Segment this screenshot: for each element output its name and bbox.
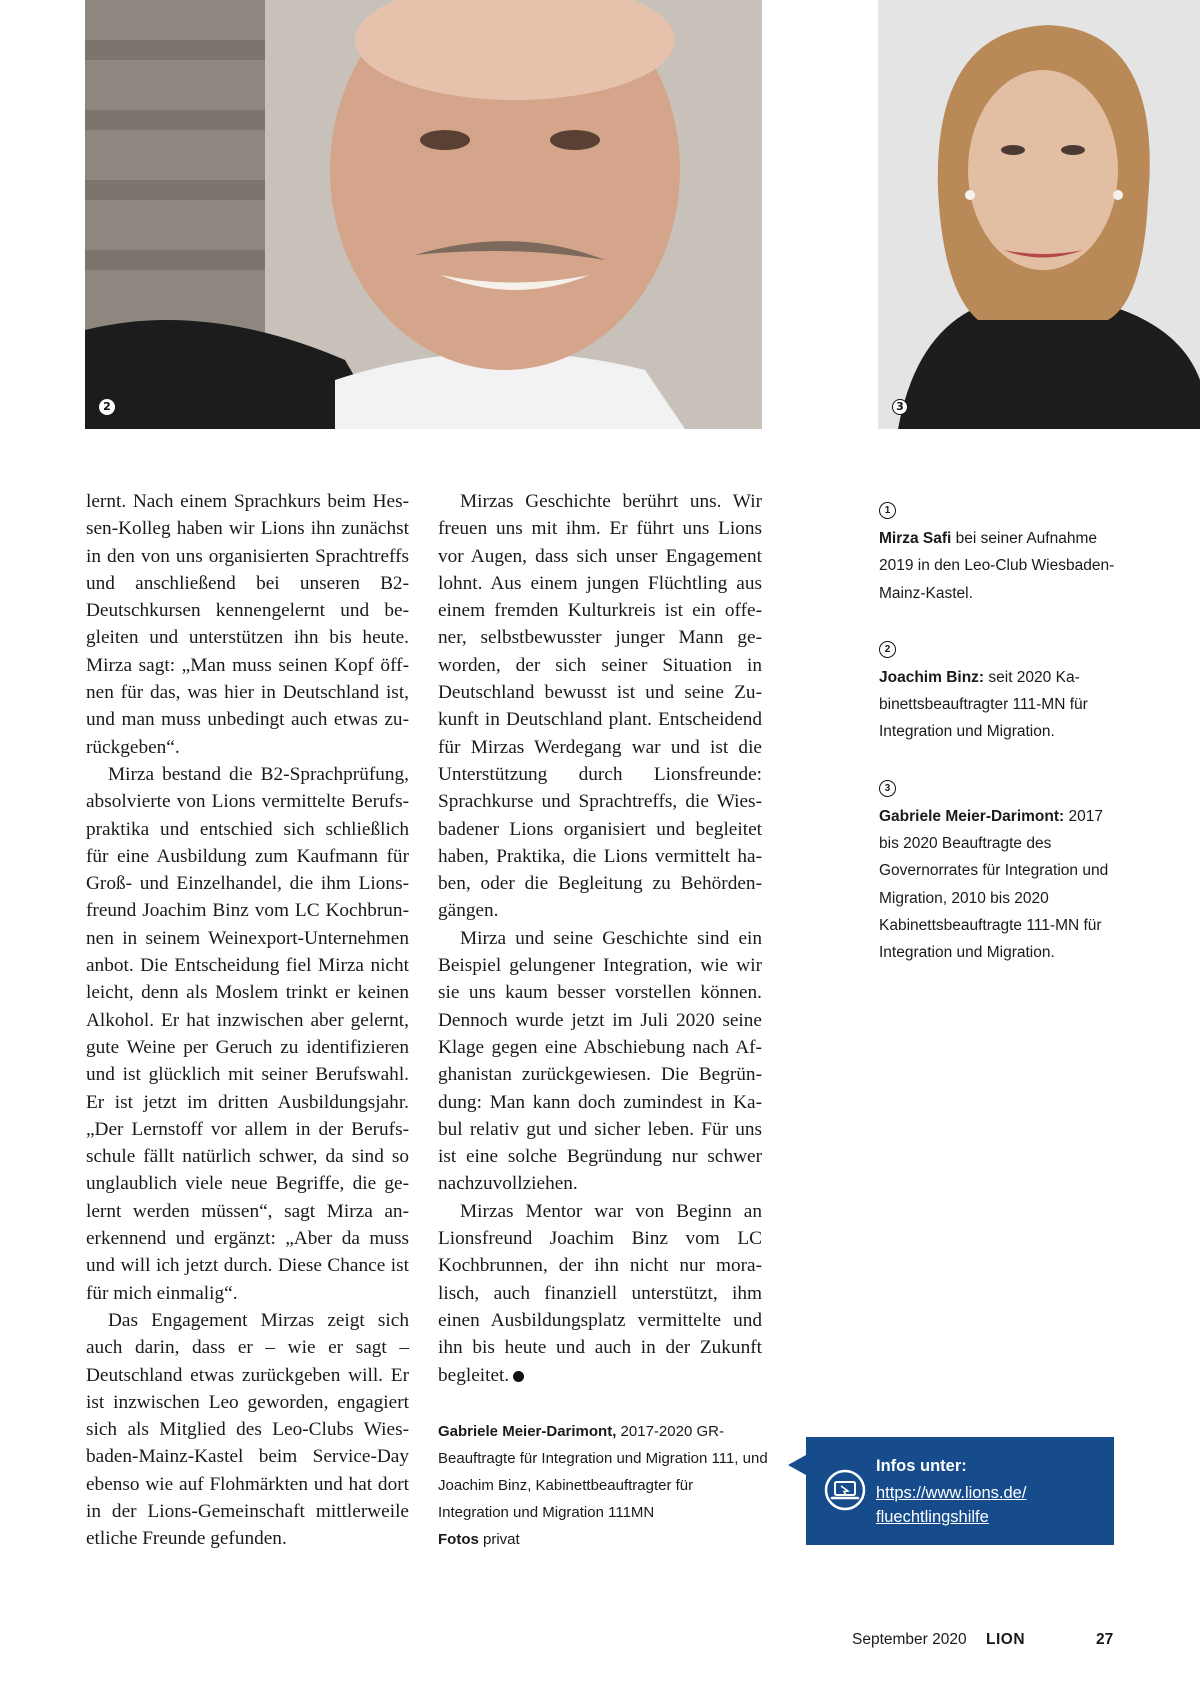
caption-2 bbox=[879, 634, 1124, 746]
article-column-2 bbox=[438, 488, 762, 1389]
paragraph: Mirzas Geschichte berührt uns. Wir freuen uns mit ihm. Er führt uns Lions vor Augen, dass sich unser Engagement lohnt. Aus einem jungen Flüchtling aus einem fremden Kulturkreis ist ein offener, selbstbewusster junger Mann geworden, der sich seiner Situation in Deutschland bewusst ist und seine Zukunft in Deutschland plant. Entscheidend für Mirzas Werdegang war und ist die Unterstützung durch Lionsfreunde: Sprachkurse und Sprachtreffs, die Wiesbadener Lions organisiert und begleitet haben, Praktika, die Lions vermittelt haben, oder die Begleitung zu Behördengängen. bbox=[438, 491, 762, 922]
info-link-line-1: https://www.lions.de/ bbox=[876, 1484, 1027, 1502]
footer-magazine: LION bbox=[986, 1631, 1026, 1648]
info-title: Infos unter: bbox=[876, 1457, 967, 1475]
laptop-icon bbox=[824, 1469, 866, 1511]
caption-name: Mirza Safi bbox=[879, 530, 952, 547]
author-name: Gabriele Meier-Darimont, bbox=[438, 1423, 617, 1440]
end-of-article-icon bbox=[513, 1371, 524, 1382]
caption-number: 2 bbox=[879, 641, 896, 658]
photo-gabriele-meier-darimont bbox=[878, 0, 1200, 429]
author-credit bbox=[438, 1418, 768, 1553]
article-column-1 bbox=[86, 488, 409, 1553]
photo-joachim-binz bbox=[85, 0, 762, 429]
portrait-man-image bbox=[85, 0, 762, 429]
photo-number-badge: 2 bbox=[99, 399, 115, 415]
photos-label: Fotos bbox=[438, 1531, 479, 1548]
paragraph: Das Engagement Mirzas zeigt sich auch darin, dass er – wie er sagt – Deutschland etwas zurückgeben will. Er ist inzwischen Leo geworden, engagiert sich als Mitglied des Leo-Clubs Wiesbaden-Mainz-Kastel beim Service-Day ebenso wie auf Flohmärkten und hat dort in der Lions-Gemeinschaft mittlerweile etliche Freunde gefunden. bbox=[86, 1309, 409, 1550]
paragraph-last bbox=[438, 1198, 762, 1389]
author-description: 2017-2020 GR-Beauftragte für Integration und Migration 111, und Joachim Binz, Kabinettbeauftragter für Integration und Migration 111MN bbox=[438, 1423, 768, 1521]
paragraph: lernt. Nach einem Sprachkurs beim Hessen-Kolleg haben wir Lions ihn zunächst in den von uns organisierten Sprachtreffs und anschließend bei unseren B2-Deutschkursen kennengelernt und begleiten und unterstützen ihn bis heute. Mirza sagt: „Man muss seinen Kopf öffnen für das, was hier in Deutschland ist, und man muss unbedingt auch etwas zurückgeben“. bbox=[86, 491, 409, 758]
paragraph: Mirza und seine Geschichte sind ein Beispiel gelungener Integration, wie wir sie uns kaum besser vorstellen können. Dennoch wurde jetzt im Juli 2020 seine Klage gegen eine Abschiebung nach Afghanistan zurückgewiesen. Die Begründung: Man kann doch zumindest in Kabul relativ gut und sicher leben. Für uns ist eine solche Begründung nur schwer nachzuvollziehen. bbox=[438, 927, 762, 1195]
portrait-woman-image bbox=[878, 0, 1200, 429]
caption-name: Joachim Binz: bbox=[879, 668, 985, 686]
caption-1 bbox=[879, 495, 1124, 607]
paragraph: Mirza bestand die B2-Sprachprüfung, absolvierte von Lions vermittelte Berufspraktika und entschied sich schließlich für eine Ausbildung zum Kaufmann für Groß- und Einzelhandel, die ihm Lionsfreund Joachim Binz vom LC Kochbrunnen in seinem Weinexport-Unternehmen anbot. Die Entscheidung fiel Mirza nicht leicht, denn als Moslem trinkt er keinen Alkohol. Er hat inzwischen aber gelernt, gute Weine per Geruch zu identifizieren und ist glücklich mit seiner Berufswahl. Er ist jetzt im dritten Ausbildungsjahr. „Der Lernstoff vor allem in der Berufsschule fällt natürlich schwer, da sind so unglaublich viele neue Begriffe, die gelernt werden müssen“, sagt Mirza anerkennend und ergänzt: „Aber da muss und will ich jetzt durch. Diese Chance ist für mich einmalig“. bbox=[86, 763, 409, 1304]
photos-value: privat bbox=[478, 1531, 520, 1548]
caption-text: seit 2020 Kabinettsbeauftragter 111-MN für Integration und Migration. bbox=[879, 668, 1088, 741]
caption-name: Gabriele Meier-Darimont: bbox=[879, 807, 1065, 825]
caption-number: 1 bbox=[879, 502, 896, 519]
caption-text: 2017 bis 2020 Beauftragte des Governorrates für Integration und Migration, 2010 bis 2020 Kabinettsbeauftragte 111-MN für Integration und Migration. bbox=[879, 807, 1109, 962]
photo-number-badge: 3 bbox=[892, 399, 908, 415]
photo-captions bbox=[879, 495, 1124, 994]
caption-3 bbox=[879, 773, 1124, 967]
info-link-line-2: fluechtlingshilfe bbox=[876, 1508, 989, 1526]
info-link[interactable] bbox=[876, 1481, 1106, 1529]
paragraph-text: Mirzas Mentor war von Beginn an Lionsfreund Joachim Binz vom LC Kochbrunnen, der ihn nicht nur moralisch, auch finanziell unterstützt, ihm einen Ausbildungsplatz vermittelte und ihn bis heute und auch in der Zukunft begleitet. bbox=[438, 1200, 762, 1386]
footer-date: September 2020 bbox=[852, 1631, 967, 1648]
page-number: 27 bbox=[1096, 1631, 1114, 1648]
info-box bbox=[806, 1437, 1114, 1545]
caption-text: bei seiner Aufnahme 2019 in den Leo-Club Wiesbaden-Mainz-Kastel. bbox=[879, 530, 1115, 602]
caption-number: 3 bbox=[879, 780, 896, 797]
